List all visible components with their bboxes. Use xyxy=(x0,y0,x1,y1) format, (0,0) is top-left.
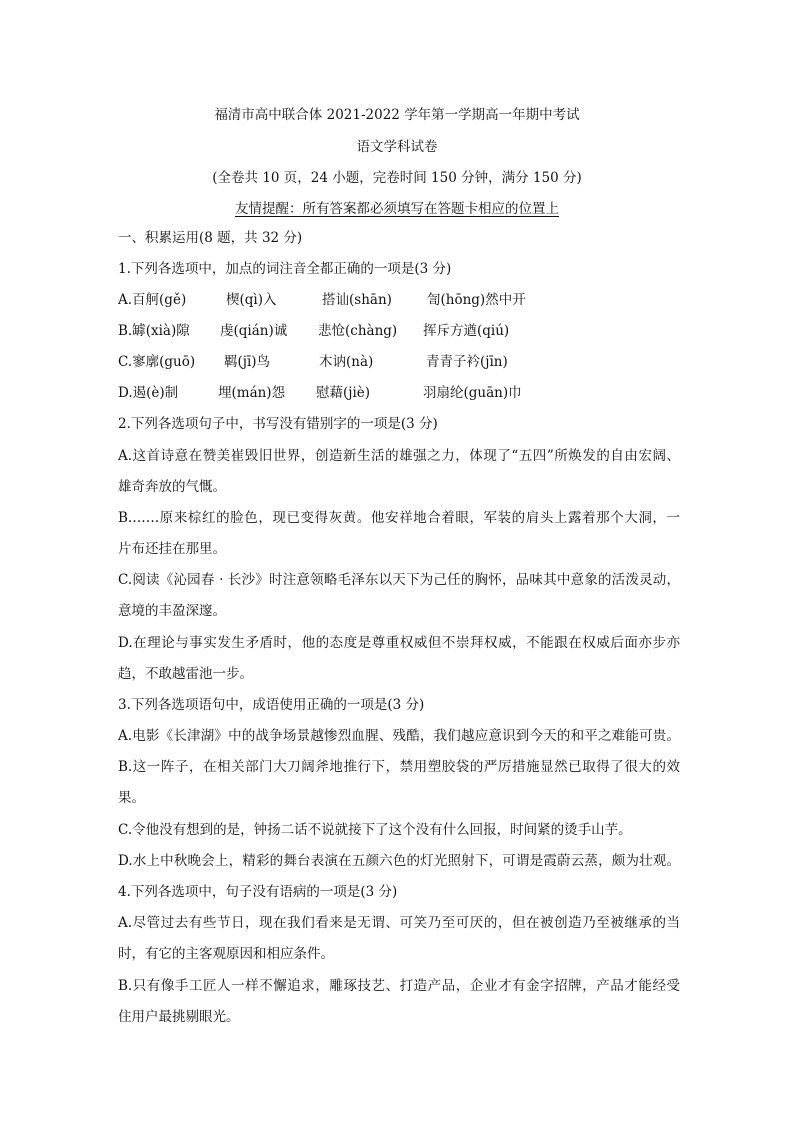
q1-b-item: 挥斥方遒(qiú) xyxy=(423,323,510,339)
q2-option-a: A.这首诗意在赞美崔毁旧世界，创造新生活的雄强之力，体现了“五四”所焕发的自由宏阔、 xyxy=(118,448,680,464)
exam-title: 福清市高中联合体 2021-2022 学年第一学期高一年期中考试 xyxy=(214,107,580,123)
q2-option-d: D.在理论与事实发生矛盾时，他的态度是尊重权威但不崇拜权威，不能跟在权威后面亦步亦 xyxy=(118,635,680,651)
q1-c-item: C.寥廓(guō) xyxy=(118,354,196,370)
exam-info: (全卷共 10 页，24 小题，完卷时间 150 分钟，满分 150 分) xyxy=(212,170,582,186)
q2-option-d-cont: 趋，不敢越雷池一步。 xyxy=(118,666,253,682)
q2-option-b-cont: 片布还挂在那里。 xyxy=(118,541,226,557)
q2-option-c-cont: 意境的丰盈深邃。 xyxy=(118,603,226,619)
q3-option-c: C.令他没有想到的是，钟扬二话不说就接下了这个没有什么回报，时间紧的烫手山芋。 xyxy=(118,822,632,838)
q4-option-b-cont: 住用户最挑剔眼光。 xyxy=(118,1009,240,1025)
q1-c-item: 青青子衿(jīn) xyxy=(426,354,508,370)
q3-option-d: D.水上中秋晚会上，精彩的舞台表演在五颜六色的灯光照射下，可谓是霞蔚云蒸，颇为壮观。 xyxy=(118,853,680,869)
question-3-stem: 3.下列各选项语句中，成语使用正确的一项是(3 分) xyxy=(118,697,425,713)
q4-option-a: A.尽管过去有些节日，现在我们看来是无谓、可笑乃至可厌的，但在被创造乃至被继承的当 xyxy=(118,915,680,931)
q4-option-a-cont: 时，有它的主客观原因和相应条件。 xyxy=(118,946,334,962)
question-1-stem: 1.下列各选项中，加点的词注音全都正确的一项是(3 分) xyxy=(118,261,452,277)
q1-a-item: A.百舸(gě) xyxy=(118,292,187,308)
q3-option-a: A.电影《长津湖》中的战争场景越惨烈血腥、残酷，我们越应意识到今天的和平之难能可贵。 xyxy=(118,728,680,744)
q3-option-b-cont: 果。 xyxy=(118,790,145,806)
q4-option-b: B.只有像手工匠人一样不懈追求，雕琢技艺、打造产品，企业才有金字招牌，产品才能经受 xyxy=(118,978,680,994)
question-4-stem: 4.下列各选项中，句子没有语病的一项是(3 分) xyxy=(118,884,398,900)
reminder: 友情提醒：所有答案都必须填写在答题卡相应的位置上 xyxy=(235,201,559,217)
q1-a-item: 楔(qì)入 xyxy=(226,292,277,308)
section-heading: 一、积累运用(8 题，共 32 分) xyxy=(118,230,303,246)
q1-b-item: B.罅(xià)隙 xyxy=(118,323,190,339)
q1-d-item: 羽扇纶(guān)巾 xyxy=(423,385,522,401)
q1-d-item: D.遏(è)制 xyxy=(118,385,179,401)
q2-option-b: B.……原来棕红的脸色，现已变得灰黄。他安祥地合着眼，军装的肩头上露着那个大洞，一 xyxy=(118,510,680,526)
q1-c-item: 羁(jī)鸟 xyxy=(224,354,271,370)
q1-d-item: 埋(mán)怨 xyxy=(218,385,286,401)
subject-title: 语文学科试卷 xyxy=(356,139,438,155)
q1-d-item: 慰藉(jiè) xyxy=(316,385,371,401)
question-2-stem: 2.下列各选项句子中，书写没有错别字的一项是(3 分) xyxy=(118,416,438,432)
q2-option-c: C.阅读《沁园春 · 长沙》时注意领略毛泽东以天下为己任的胸怀，品味其中意象的活泼灵动， xyxy=(118,572,680,588)
q1-b-item: 悲怆(chàng) xyxy=(318,323,398,339)
q1-c-item: 木讷(nà) xyxy=(319,354,374,370)
q1-a-item: 訇(hōng)然中开 xyxy=(427,292,526,308)
q3-option-b: B.这一阵子，在相关部门大刀阔斧地推行下，禁用塑胶袋的严厉措施显然已取得了很大的效 xyxy=(118,759,680,775)
q1-b-item: 虔(qián)诚 xyxy=(220,323,288,339)
q1-a-item: 搭讪(shān) xyxy=(322,292,392,308)
q2-option-a-cont: 雄奇奔放的气慨。 xyxy=(118,479,226,495)
